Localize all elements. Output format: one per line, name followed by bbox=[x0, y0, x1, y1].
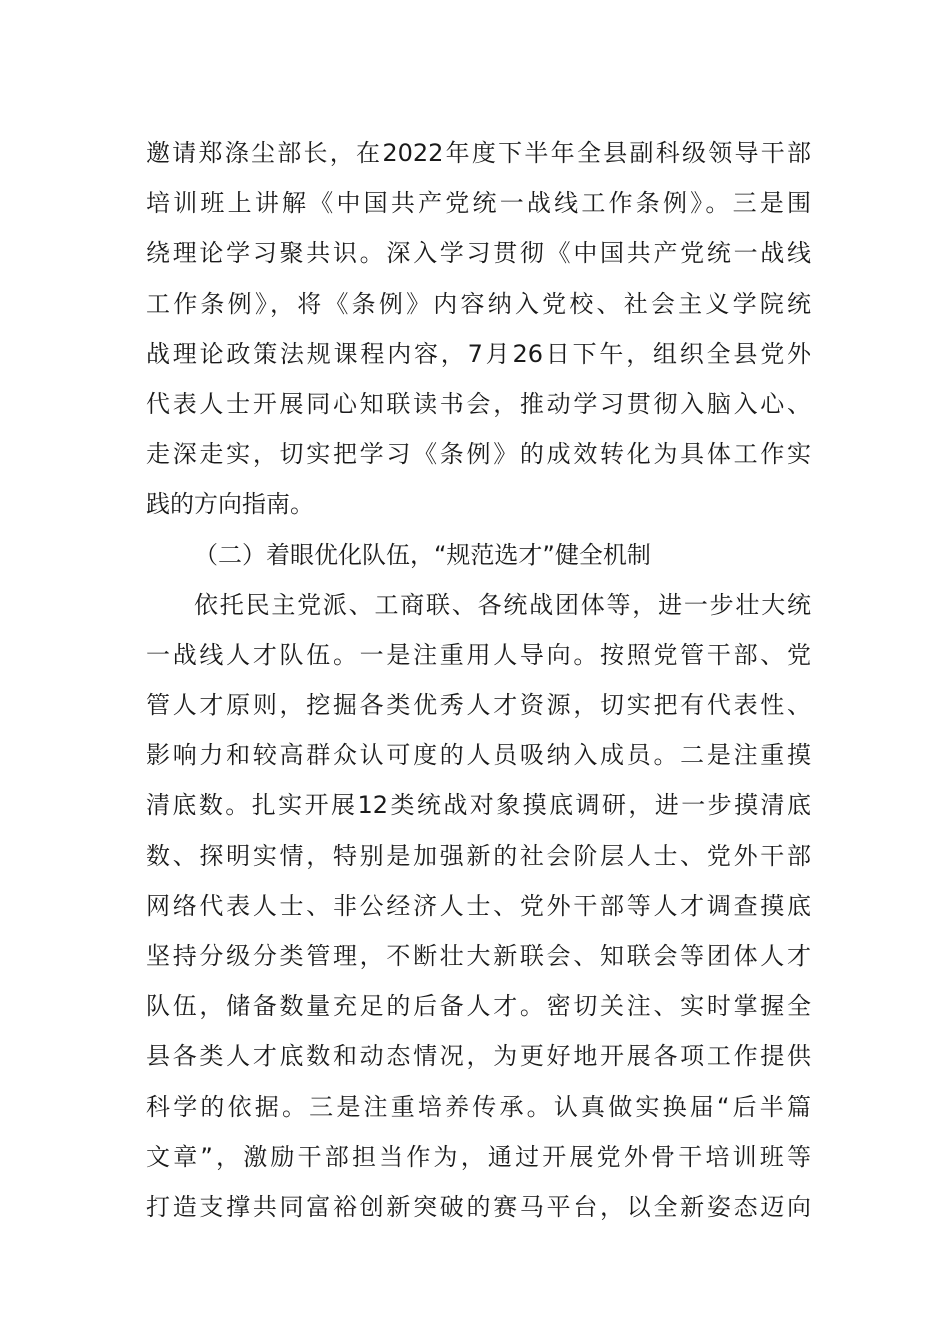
text-line: 网络代表人士、非公经济人士、党外干部等人才调查摸底 bbox=[146, 891, 811, 920]
body-text bbox=[146, 128, 811, 1232]
text-line: 培训班上讲解《中国共产党统一战线工作条例》。三是围 bbox=[146, 189, 811, 218]
text-line: 走深走实，切实把学习《条例》的成效转化为具体工作实 bbox=[146, 440, 811, 469]
text-line: 管人才原则，挖掘各类优秀人才资源，切实把有代表性、 bbox=[146, 691, 811, 720]
text-line: 依托民主党派、工商联、各统战团体等，进一步壮大统 bbox=[194, 590, 811, 619]
text-line: 战理论政策法规课程内容，7月26日下午，组织全县党外 bbox=[146, 339, 811, 368]
text-line: 清底数。扎实开展12类统战对象摸底调研，进一步摸清底 bbox=[146, 791, 811, 820]
text-line: 一战线人才队伍。一是注重用人导向。按照党管干部、党 bbox=[146, 640, 811, 669]
text-line: 队伍，储备数量充足的后备人才。密切关注、实时掌握全 bbox=[146, 992, 811, 1021]
text-line: 打造支撑共同富裕创新突破的赛马平台，以全新姿态迈向 bbox=[146, 1192, 811, 1221]
text-line: 工作条例》，将《条例》内容纳入党校、社会主义学院统 bbox=[146, 289, 811, 318]
text-line: 绕理论学习聚共识。深入学习贯彻《中国共产党统一战线 bbox=[146, 239, 811, 268]
text-line: 影响力和较高群众认可度的人员吸纳入成员。二是注重摸 bbox=[146, 741, 811, 770]
text-line: 坚持分级分类管理，不断壮大新联会、知联会等团体人才 bbox=[146, 942, 811, 970]
text-line: 文章”，激励干部担当作为，通过开展党外骨干培训班等 bbox=[146, 1142, 811, 1171]
text-line: 代表人士开展同心知联读书会，推动学习贯彻入脑入心、 bbox=[146, 389, 811, 418]
text-line: 科学的依据。三是注重培养传承。认真做实换届“后半篇 bbox=[146, 1092, 811, 1121]
text-line: 数、探明实情，特别是加强新的社会阶层人士、党外干部 bbox=[146, 841, 811, 870]
text-line: 县各类人才底数和动态情况，为更好地开展各项工作提供 bbox=[146, 1042, 811, 1071]
section-heading: （二）着眼优化队伍，“规范选才”健全机制 bbox=[194, 540, 651, 569]
text-line: 邀请郑涤尘部长，在2022年度下半年全县副科级领导干部 bbox=[146, 139, 811, 167]
text-line: 践的方向指南。 bbox=[146, 490, 314, 519]
